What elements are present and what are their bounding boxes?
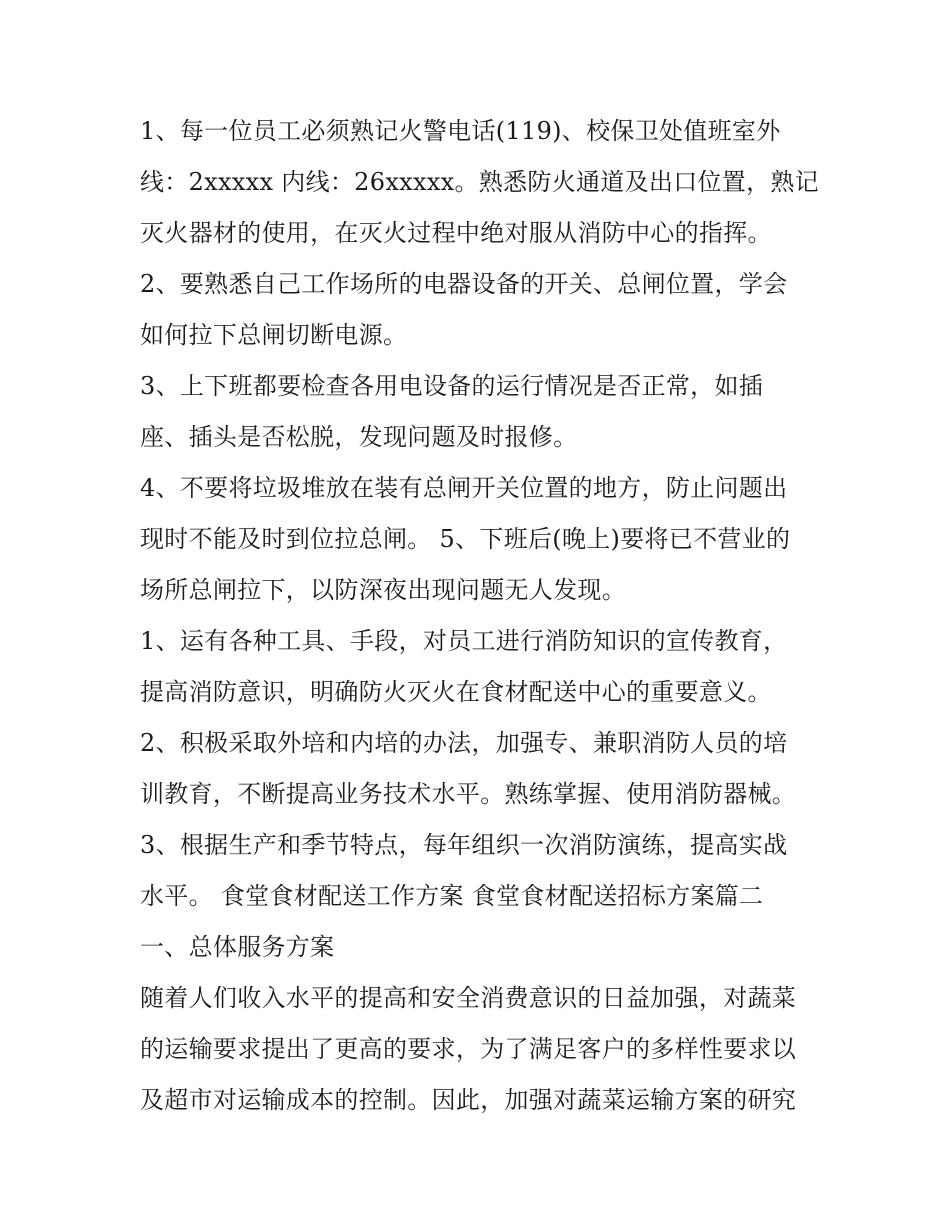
text-line: 线：2xxxxx 内线：26xxxxx。熟悉防火通道及出口位置，熟记: [140, 168, 819, 196]
text-line: 2、要熟悉自己工作场所的电器设备的开关、总闸位置，学会: [140, 270, 788, 298]
text-line: 灭火器材的使用，在灭火过程中绝对服从消防中心的指挥。: [140, 219, 772, 247]
section-heading: 一、总体服务方案: [140, 933, 335, 961]
text-line: 训教育，不断提高业务技术水平。熟练掌握、使用消防器械。: [140, 780, 797, 808]
text-line: 座、插头是否松脱，发现问题及时报修。: [140, 423, 578, 451]
text-line: 3、上下班都要检查各用电设备的运行情况是否正常，如插: [140, 372, 764, 400]
text-line: 3、根据生产和季节特点，每年组织一次消防演练，提高实战: [140, 831, 788, 859]
text-line: 1、运有各种工具、手段，对员工进行消防知识的宣传教育，: [140, 627, 788, 655]
text-line: 提高消防意识，明确防火灭火在食材配送中心的重要意义。: [140, 678, 772, 706]
text-line: 1、每一位员工必须熟记火警电话(119)、校保卫处值班室外: [140, 117, 781, 145]
document-body: [140, 106, 830, 1126]
text-line: 场所总闸拉下，以防深夜出现问题无人发现。: [140, 576, 626, 604]
text-line: 如何拉下总闸切断电源。: [140, 321, 408, 349]
text-line: 现时不能及时到位拉总闸。 5、下班后(晚上)要将已不营业的: [140, 525, 791, 553]
text-line: 及超市对运输成本的控制。因此，加强对蔬菜运输方案的研究: [140, 1086, 797, 1114]
text-line: 水平。 食堂食材配送工作方案 食堂食材配送招标方案篇二: [140, 882, 764, 910]
text-line: 的运输要求提出了更高的要求，为了满足客户的多样性要求以: [140, 1035, 797, 1063]
text-line: 2、积极采取外培和内培的办法，加强专、兼职消防人员的培: [140, 729, 788, 757]
text-line: 随着人们收入水平的提高和安全消费意识的日益加强，对蔬菜: [140, 984, 797, 1012]
text-line: 4、不要将垃圾堆放在装有总闸开关位置的地方，防止问题出: [140, 474, 788, 502]
